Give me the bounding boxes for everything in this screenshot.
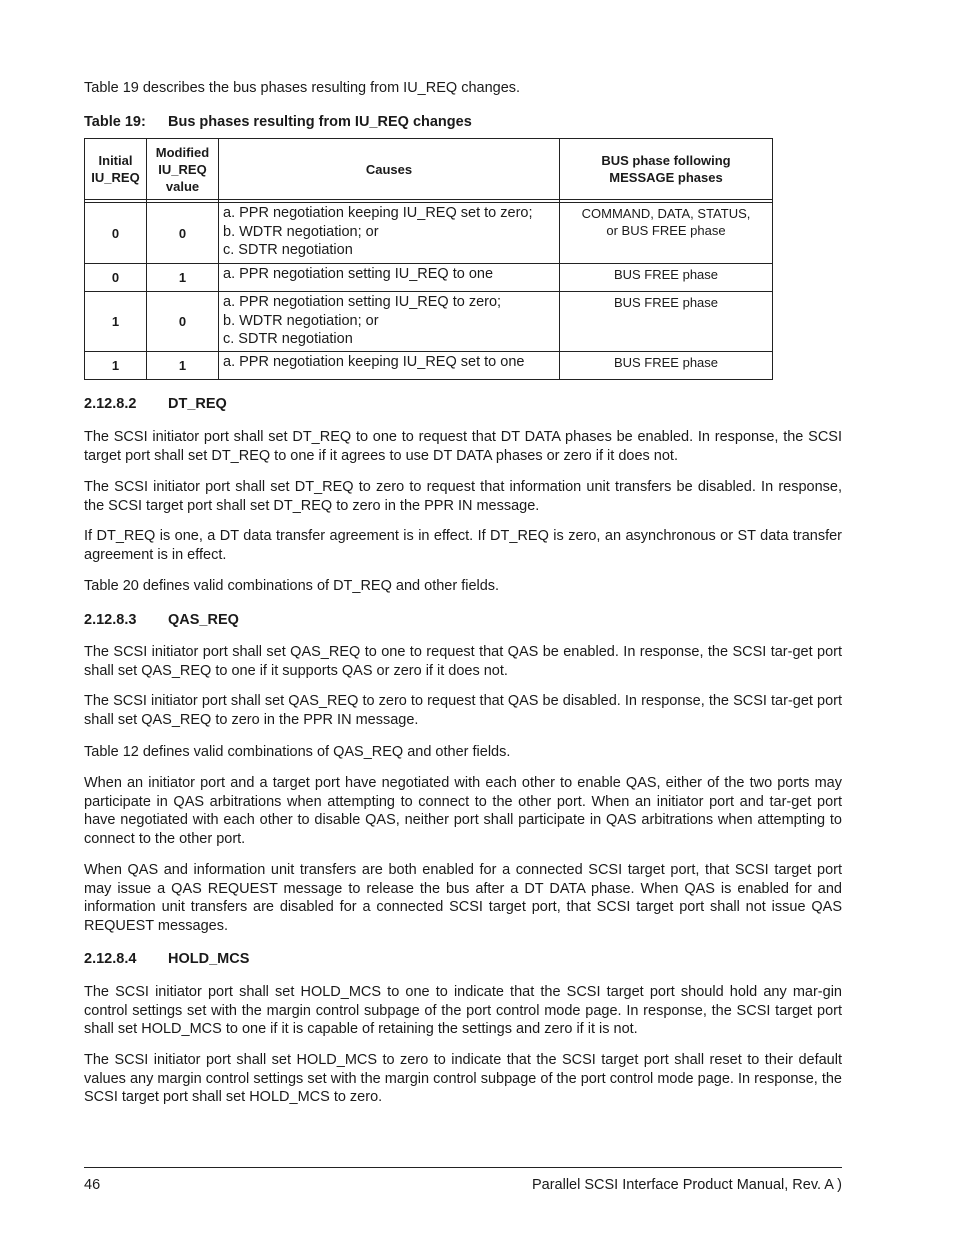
cell-modified: 0 xyxy=(147,203,219,264)
cause-line: b. WDTR negotiation; or xyxy=(223,223,379,240)
section-number: 2.12.8.4 xyxy=(84,951,137,967)
section-heading-qas-req xyxy=(84,612,239,628)
cause-line: a. PPR negotiation keeping IU_REQ set to one xyxy=(223,354,525,370)
paragraph: The SCSI initiator port shall set QAS_REQ to one to request that QAS be enabled. In response, the SCSI tar-get port shall set QAS_REQ to one if it supports QAS or zero if it does not. xyxy=(84,644,842,679)
section-heading-hold-mcs xyxy=(84,951,249,967)
header-initial-iu-req: Initial IU_REQ xyxy=(85,139,147,200)
cell-causes xyxy=(219,203,560,264)
header-modified-iu-req: Modified IU_REQ value xyxy=(147,139,219,200)
phase-line: BUS FREE phase xyxy=(613,267,719,282)
cause-line: c. SDTR negotiation xyxy=(223,331,353,348)
phase-line: COMMAND, DATA, STATUS, xyxy=(581,206,751,221)
section-title: HOLD_MCS xyxy=(168,951,250,967)
cell-causes xyxy=(219,352,560,380)
footer-title: Parallel SCSI Interface Product Manual, Rev. A ) xyxy=(531,1177,842,1193)
paragraph: When an initiator port and a target port have negotiated with each other to enable QAS, either of the two ports may participate in QAS arbitrations when attempting to connect to the other port. When an initiator port and tar-get port have negotiated with each other to disable QAS, neither port shall participate in QAS arbitrations when attempting to connect to the other port. xyxy=(84,775,842,847)
cell-phase xyxy=(560,292,773,352)
phase-line: BUS FREE phase xyxy=(613,295,719,310)
table-header-row xyxy=(85,139,773,200)
cell-modified: 1 xyxy=(147,352,219,380)
cause-line: a. PPR negotiation keeping IU_REQ set to zero; xyxy=(223,205,533,221)
table-row xyxy=(85,352,773,380)
intro-text: Table 19 describes the bus phases resulting from IU_REQ changes. xyxy=(84,80,521,96)
cause-line: a. PPR negotiation setting IU_REQ to one xyxy=(223,266,494,282)
cell-initial: 0 xyxy=(85,203,147,264)
page-number: 46 xyxy=(84,1177,101,1193)
paragraph: Table 20 defines valid combinations of DT_REQ and other fields. xyxy=(84,578,500,594)
cause-line: c. SDTR negotiation xyxy=(223,242,353,259)
phase-line: or BUS FREE phase xyxy=(606,223,726,238)
cell-phase xyxy=(560,352,773,380)
bus-phases-table xyxy=(84,138,773,380)
paragraph: The SCSI initiator port shall set HOLD_MCS to zero to indicate that the SCSI target port shall reset to their default values any margin control settings set with the margin control subpage of the port control mode page. In response, the SCSI target port shall set HOLD_MCS to zero. xyxy=(84,1052,842,1106)
paragraph: The SCSI initiator port shall set DT_REQ to zero to request that information unit transfers be disabled. In response, the SCSI target port shall set DT_REQ to zero in the PPR IN message. xyxy=(84,479,842,514)
table-row xyxy=(85,203,773,264)
paragraph: The SCSI initiator port shall set DT_REQ to one to request that DT DATA phases be enabled. In response, the SCSI target port shall set DT_REQ to one if it agrees to use DT DATA phases or zero if it does not. xyxy=(84,429,842,464)
header-bus-phase: BUS phase following MESSAGE phases xyxy=(560,139,773,200)
paragraph: Table 12 defines valid combinations of QAS_REQ and other fields. xyxy=(84,744,511,760)
section-title: DT_REQ xyxy=(168,396,227,412)
footer-rule xyxy=(84,1167,842,1168)
table-row xyxy=(85,292,773,352)
cell-causes xyxy=(219,292,560,352)
paragraph: If DT_REQ is one, a DT data transfer agreement is in effect. If DT_REQ is zero, an asynchronous or ST data transfer agreement is in effect. xyxy=(84,528,842,563)
header-causes: Causes xyxy=(219,139,560,200)
cell-modified: 0 xyxy=(147,292,219,352)
paragraph: The SCSI initiator port shall set QAS_REQ to zero to request that QAS be disabled. In response, the SCSI tar-get port shall set QAS_REQ to zero in the PPR IN message. xyxy=(84,693,842,728)
phase-line: BUS FREE phase xyxy=(613,355,719,370)
table-caption-title: Bus phases resulting from IU_REQ changes xyxy=(168,114,472,130)
cell-initial: 0 xyxy=(85,264,147,292)
section-title: QAS_REQ xyxy=(168,612,239,628)
section-number: 2.12.8.3 xyxy=(84,612,137,628)
paragraph: When QAS and information unit transfers are both enabled for a connected SCSI target port, that SCSI target port may issue a QAS REQUEST message to release the bus after a DT DATA phase. When QAS is enabled for and information unit transfers are disabled for a connected SCSI target port, that SCSI target port shall not issue QAS REQUEST messages. xyxy=(84,862,842,934)
cell-causes xyxy=(219,264,560,292)
table-row xyxy=(85,264,773,292)
table-caption-number: Table 19: xyxy=(84,114,146,130)
cell-phase xyxy=(560,203,773,264)
cell-phase xyxy=(560,264,773,292)
cause-line: b. WDTR negotiation; or xyxy=(223,312,379,329)
cell-initial: 1 xyxy=(85,352,147,380)
cause-line: a. PPR negotiation setting IU_REQ to zero; xyxy=(223,294,502,310)
table-caption xyxy=(84,114,472,130)
section-number: 2.12.8.2 xyxy=(84,396,137,412)
section-heading-dt-req xyxy=(84,396,227,412)
paragraph: The SCSI initiator port shall set HOLD_MCS to one to indicate that the SCSI target port should hold any mar-gin control settings set with the margin control subpage of the port control mode page. In response, the SCSI target port shall set HOLD_MCS to one if it is capable of retaining the settings and zero if it is not. xyxy=(84,984,842,1038)
cell-initial: 1 xyxy=(85,292,147,352)
cell-modified: 1 xyxy=(147,264,219,292)
